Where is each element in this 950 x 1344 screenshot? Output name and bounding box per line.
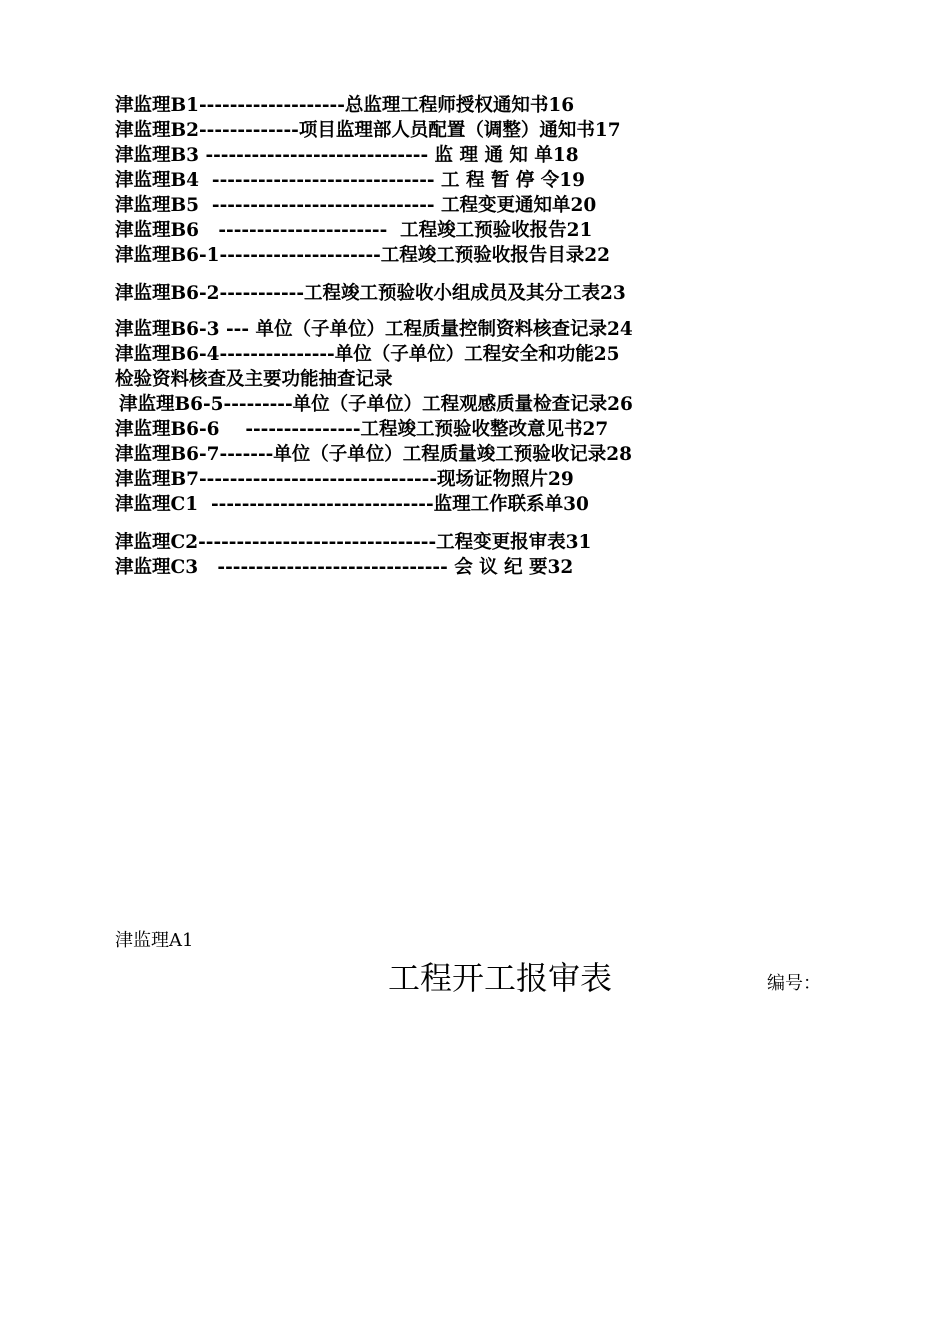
toc-line-c1: 津监理C1 -----------------------------监理工作联系单30 xyxy=(115,494,589,515)
toc-line-b2: 津监理B2-------------项目监理部人员配置（调整）通知书17 xyxy=(115,120,621,141)
toc-line-c2: 津监理C2-------------------------------工程变更报审表31 xyxy=(115,532,592,553)
toc-line-b6-2: 津监理B6-2-----------工程竣工预验收小组成员及其分工表23 xyxy=(115,283,626,304)
toc-line-b6: 津监理B6 ---------------------- 工程竣工预验收报告21 xyxy=(115,220,593,241)
toc-line-b6-1: 津监理B6-1---------------------工程竣工预验收报告目录22 xyxy=(115,245,611,266)
toc-line-c3: 津监理C3 ------------------------------ 会 议 纪 要32 xyxy=(115,557,574,578)
toc-line-b3: 津监理B3 ----------------------------- 监 理 通 知 单18 xyxy=(115,145,579,166)
toc-line-b1: 津监理B1-------------------总监理工程师授权通知书16 xyxy=(115,95,575,116)
toc-line-b6-4: 津监理B6-4---------------单位（子单位）工程安全和功能25 xyxy=(115,344,620,365)
toc-line-b6-3: 津监理B6-3 --- 单位（子单位）工程质量控制资料核查记录24 xyxy=(115,319,633,340)
toc-line-b6-6: 津监理B6-6 ---------------工程竣工预验收整改意见书27 xyxy=(115,419,609,440)
toc-line-b6-7: 津监理B6-7-------单位（子单位）工程质量竣工预验收记录28 xyxy=(115,444,633,465)
toc-line-b6-5: 津监理B6-5---------单位（子单位）工程观感质量检查记录26 xyxy=(119,394,633,415)
toc-line-b6-4-continued: 检验资料核查及主要功能抽查记录 xyxy=(115,369,393,390)
toc-line-b7: 津监理B7-------------------------------现场证物照片29 xyxy=(115,469,574,490)
form-code: 津监理A1 xyxy=(115,930,194,951)
serial-number-label: 编号： xyxy=(767,973,821,994)
toc-line-b5: 津监理B5 ----------------------------- 工程变更通知单20 xyxy=(115,195,597,216)
toc-line-b4: 津监理B4 ----------------------------- 工 程 暂 停 令19 xyxy=(115,170,586,191)
form-title: 工程开工报审表 xyxy=(388,959,613,997)
